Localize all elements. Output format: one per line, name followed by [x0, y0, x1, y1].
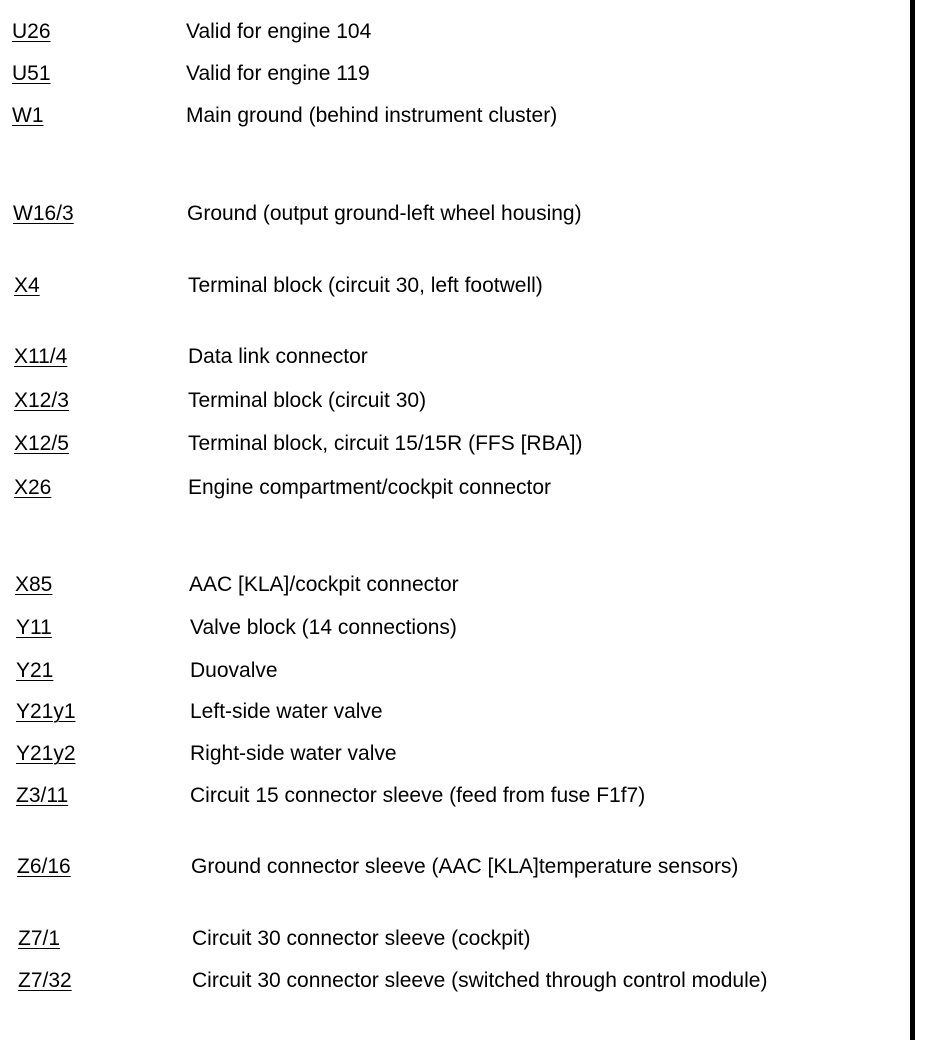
component-code: Z3/11 [16, 784, 69, 807]
component-code: X12/5 [14, 432, 69, 455]
component-code: X26 [14, 476, 52, 499]
component-description: Engine compartment/cockpit connector [188, 476, 552, 499]
component-description: Terminal block (circuit 30) [188, 389, 427, 412]
component-code: Y11 [16, 616, 52, 639]
component-description: Terminal block, circuit 15/15R (FFS [RBA]) [188, 432, 583, 455]
component-code: Y21y2 [16, 742, 76, 765]
component-code: Z7/1 [18, 927, 61, 950]
component-code: U26 [12, 20, 51, 43]
component-description: Main ground (behind instrument cluster) [186, 104, 558, 127]
component-description: Ground connector sleeve (AAC [KLA]temperature sensors) [191, 855, 739, 878]
component-description: Circuit 15 connector sleeve (feed from fuse F1f7) [190, 784, 646, 807]
component-description: Terminal block (circuit 30, left footwell) [188, 274, 543, 297]
component-code: Z6/16 [17, 855, 71, 878]
component-code: X4 [14, 274, 40, 297]
component-description: Ground (output ground-left wheel housing) [187, 202, 582, 225]
component-description: Valid for engine 119 [186, 62, 370, 85]
component-code: W16/3 [13, 202, 74, 225]
component-description: Data link connector [188, 345, 368, 368]
component-code: X11/4 [14, 345, 68, 368]
component-description: Duovalve [190, 659, 278, 682]
component-code: U51 [12, 62, 51, 85]
component-description: Valid for engine 104 [186, 20, 372, 43]
component-code: Y21 [16, 659, 54, 682]
component-description: Valve block (14 connections) [190, 616, 457, 639]
component-description: Circuit 30 connector sleeve (cockpit) [192, 927, 531, 950]
component-description: Right-side water valve [190, 742, 397, 765]
component-code: W1 [12, 104, 44, 127]
component-description: AAC [KLA]/cockpit connector [189, 573, 459, 596]
component-code: X12/3 [14, 389, 69, 412]
page-edge-rule [910, 0, 915, 1040]
component-description: Left-side water valve [190, 700, 383, 723]
component-code: Y21y1 [16, 700, 76, 723]
component-description: Circuit 30 connector sleeve (switched through control module) [192, 969, 768, 992]
component-code: X85 [15, 573, 53, 596]
component-code: Z7/32 [18, 969, 72, 992]
